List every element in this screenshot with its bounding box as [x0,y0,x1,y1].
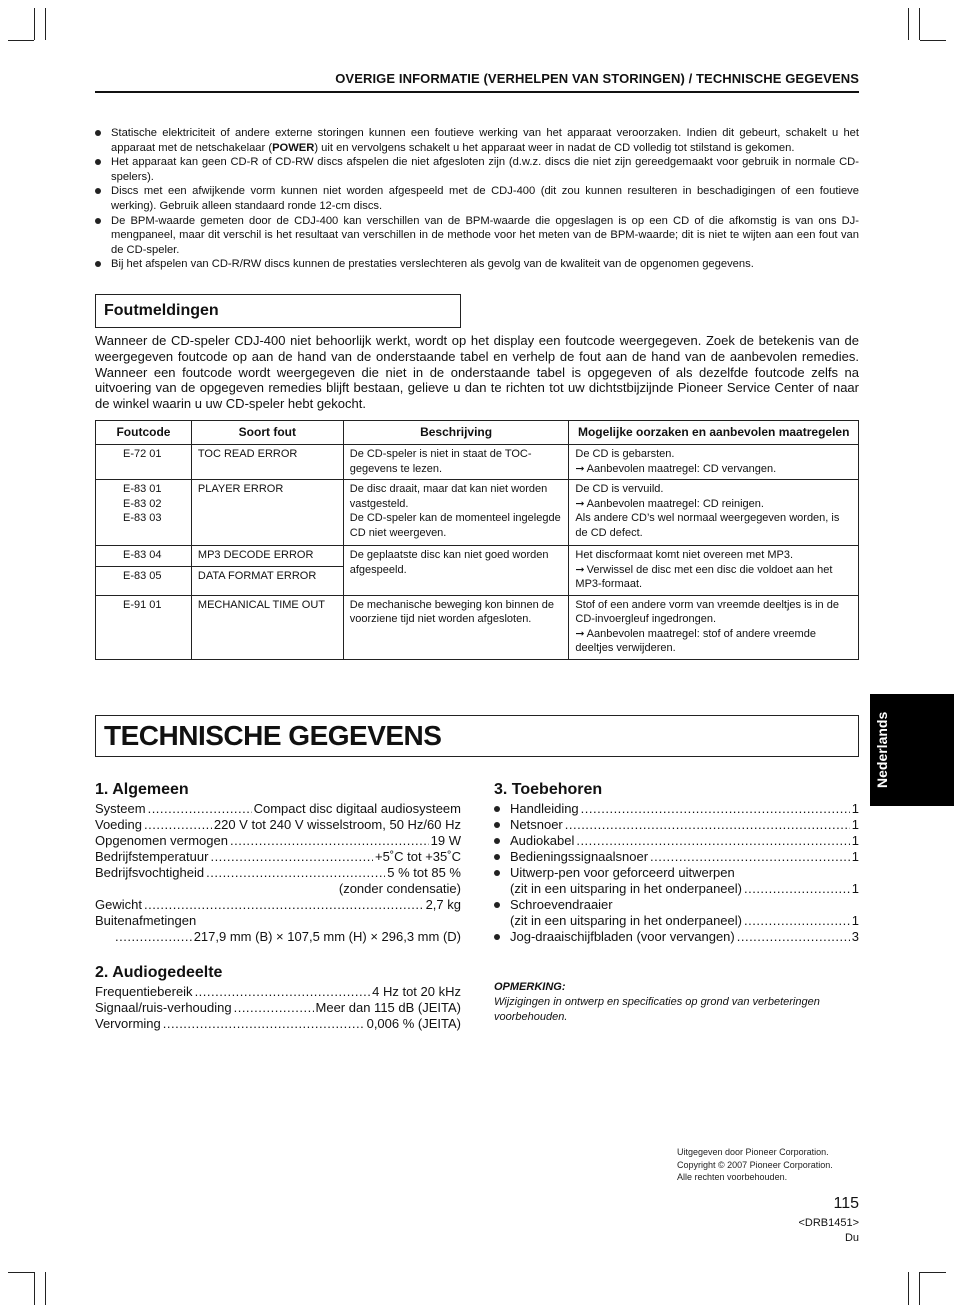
bullet-icon [95,261,101,267]
crop-mark [920,1272,946,1273]
list-item: Uitwerp-pen voor geforceerd uitwerpen (zit in een uitsparing in het onderpaneel) ..... 1 [494,865,859,897]
column-header: Beschrijving [343,421,569,445]
note-text: Wijzigingen in ontwerp en specificaties op grond van verbeteringen voorbehouden. [494,996,820,1023]
notes-list [95,126,859,272]
error-description: De disc draait, maar dat kan niet worden vastgesteld. De CD-speler kan de momenteel ingelegde CD niet weergeven. [343,480,569,546]
crop-mark [8,40,34,41]
accessory-list [494,801,859,945]
section-heading: Foutmeldingen [104,302,219,319]
list-item: Statische elektriciteit of andere externe storingen kunnen een foutieve werking van het apparaat veroorzaken. Indien dit gebeurt, schakelt u het apparaat met de netschakelaar (POWER) uit en vervolgens schakelt u het apparaat weer in nadat de CD volledig tot stilstand is gekomen. [95,126,859,155]
error-code: E-91 01 [96,595,192,659]
spec-row: Bedrijfsvochtigheid ..... 5 % tot 85 % [95,865,461,881]
error-description: De CD-speler is niet in staat de TOC-gegevens te lezen. [343,445,569,480]
bullet-icon [494,822,500,828]
crop-mark [908,8,909,40]
table-row [96,546,859,567]
bullet-icon [494,806,500,812]
crop-mark [908,1272,909,1305]
spec-row: ..... 217,9 mm (B) × 107,5 mm (H) × 296,3 mm (D) [95,929,461,945]
error-remedy: De CD is gebarsten. ➞ Aanbevolen maatregel: CD vervangen. [569,445,859,480]
arrow-right-icon: ➞ [575,627,585,640]
chapter-title-box [95,715,859,757]
spec-row: Gewicht ..... 2,7 kg [95,897,461,913]
error-type: MECHANICAL TIME OUT [191,595,343,659]
list-item: Jog-draaischijfbladen (voor vervangen) ..... 3 [494,929,859,945]
bullet-icon [494,854,500,860]
crop-mark [8,1272,34,1273]
document-code: <DRB1451> Du [798,1217,859,1244]
crop-mark [34,1272,35,1305]
error-remedy: Stof of een andere vorm van vreemde deeltjes is in de CD-invoergleuf ingedrongen. ➞ Aanbevolen maatregel: stof of andere vreemde deeltjes verwijderen. [569,595,859,659]
arrow-right-icon: ➞ [575,497,585,510]
spec-label: Buitenafmetingen [95,913,197,928]
list-item: Netsnoer ..... 1 [494,817,859,833]
table-header-row [96,421,859,445]
error-description: De geplaatste disc kan niet goed worden afgespeeld. [343,546,569,596]
error-description: De mechanische beweging kon binnen de voorziene tijd niet worden afgesloten. [343,595,569,659]
column-header: Foutcode [96,421,192,445]
bullet-icon [494,934,500,940]
column-header: Soort fout [191,421,343,445]
error-remedy: Het discformaat komt niet overeen met MP3. ➞ Verwissel de disc met een disc die voldoet aan het MP3-formaat. [569,546,859,596]
column-header: Mogelijke oorzaken en aanbevolen maatregelen [569,421,859,445]
error-code: E-83 05 [96,566,192,595]
header-rule [95,91,859,93]
list-item: Bij het afspelen van CD-R/RW discs kunnen de prestaties verslechteren als gevolg van de kwaliteit van de opgenomen gegevens. [95,257,859,272]
intro-paragraph: Wanneer de CD-speler CDJ-400 niet behoorlijk werkt, wordt op het display een foutcode weergegeven. Zoek de betekenis van de weergegeven foutcode op aan de hand van de onderstaande tabel en verhelp de fout aan de hand van de aanbevolen remedies. Wanneer een foutcode wordt weergegeven die niet in de onderstaande tabel is opgegeven of als dezelfde foutcode zelfs na uitvoering van de opgegeven remedies blijft bestaan, gelieve u dan te richten tot uw dichtstbijzijnde Pioneer Service Center of naar de winkel waarin u uw CD-speler hebt gekocht. [95,333,859,412]
bullet-icon [494,870,500,876]
crop-mark [45,8,46,40]
page-number: 115 [833,1195,859,1212]
list-item: Discs met een afwijkende vorm kunnen niet worden afgespeeld met de CDJ-400 (dit zou kunnen resulteren in beschadigingen of een foutieve werking). Gebruik alleen standaard ronde 12-cm discs. [95,184,859,213]
language-tab-label: Nederlands [874,711,890,789]
chapter-title: TECHNISCHE GEGEVENS [104,720,442,751]
list-item: De BPM-waarde gemeten door de CDJ-400 kan verschillen van de BPM-waarde die opgeslagen is op een CD of die afkomstig is van ons DJ-mengpaneel, maar dit verschil is het resultaat van verschillen in de methode voor het meten van de BPM-waarde; dit is niet te wijten aan een fout van de CD-speler. [95,214,859,258]
list-item: Het apparaat kan geen CD-R of CD-RW discs afspelen die niet afgesloten zijn (d.w.z. discs die niet zijn gereedgemaakt voor gebruik in normale CD-spelers). [95,155,859,184]
table-row [96,595,859,659]
error-code: E-72 01 [96,445,192,480]
error-type: TOC READ ERROR [191,445,343,480]
crop-mark [920,40,946,41]
arrow-right-icon: ➞ [575,462,585,475]
spec-list-algemeen [95,801,461,945]
error-code: E-83 04 [96,546,192,567]
subsection-title-toebehoren: 3. Toebehoren [494,781,603,798]
list-item: Bedieningssignaalsnoer ..... 1 [494,849,859,865]
subsection-title-algemeen: 1. Algemeen [95,781,189,798]
spec-row: Vervorming ..... 0,006 % (JEITA) [95,1016,461,1032]
error-code-table [95,420,859,660]
bullet-icon [95,159,101,165]
crop-mark [34,8,35,40]
error-code: E-83 01 E-83 02 E-83 03 [96,480,192,546]
error-type: PLAYER ERROR [191,480,343,546]
spec-row: Systeem ..... Compact disc digitaal audiosysteem [95,801,461,817]
crop-mark [919,8,920,40]
spec-note: (zonder condensatie) [338,881,461,896]
spec-row: Signaal/ruis-verhouding ..... Meer dan 115 dB (JEITA) [95,1000,461,1016]
bullet-icon [95,130,101,136]
spec-row: Bedrijfstemperatuur ..... +5˚C tot +35˚C [95,849,461,865]
bullet-icon [95,188,101,194]
spec-row: Voeding ..... 220 V tot 240 V wisselstroom, 50 Hz/60 Hz [95,817,461,833]
table-row [96,480,859,546]
list-item: Audiokabel ..... 1 [494,833,859,849]
language-tab [870,694,954,806]
list-item: Handleiding ..... 1 [494,801,859,817]
crop-mark [45,1272,46,1305]
running-header: OVERIGE INFORMATIE (VERHELPEN VAN STORINGEN) / TECHNISCHE GEGEVENS [335,71,859,86]
crop-mark [919,1272,920,1305]
section-heading-box [95,294,461,328]
table-row [96,445,859,480]
subsection-title-audio: 2. Audiogedeelte [95,964,223,981]
spec-list-audio [95,984,461,1032]
publisher-info: Uitgegeven door Pioneer Corporation. Copyright © 2007 Pioneer Corporation. Alle rechten voorbehouden. [677,1147,833,1182]
spec-row: Opgenomen vermogen ..... 19 W [95,833,461,849]
spec-row: Frequentiebereik ..... 4 Hz tot 20 kHz [95,984,461,1000]
list-item: Schroevendraaier (zit in een uitsparing in het onderpaneel) ..... 1 [494,897,859,929]
error-remedy: De CD is vervuild. ➞ Aanbevolen maatregel: CD reinigen. Als andere CD’s wel normaal weergegeven worden, is de CD defect. [569,480,859,546]
bullet-icon [95,218,101,224]
error-type: DATA FORMAT ERROR [191,566,343,595]
arrow-right-icon: ➞ [575,563,585,576]
error-type: MP3 DECODE ERROR [191,546,343,567]
note-title: OPMERKING: [494,981,566,993]
bullet-icon [494,838,500,844]
bullet-icon [494,902,500,908]
